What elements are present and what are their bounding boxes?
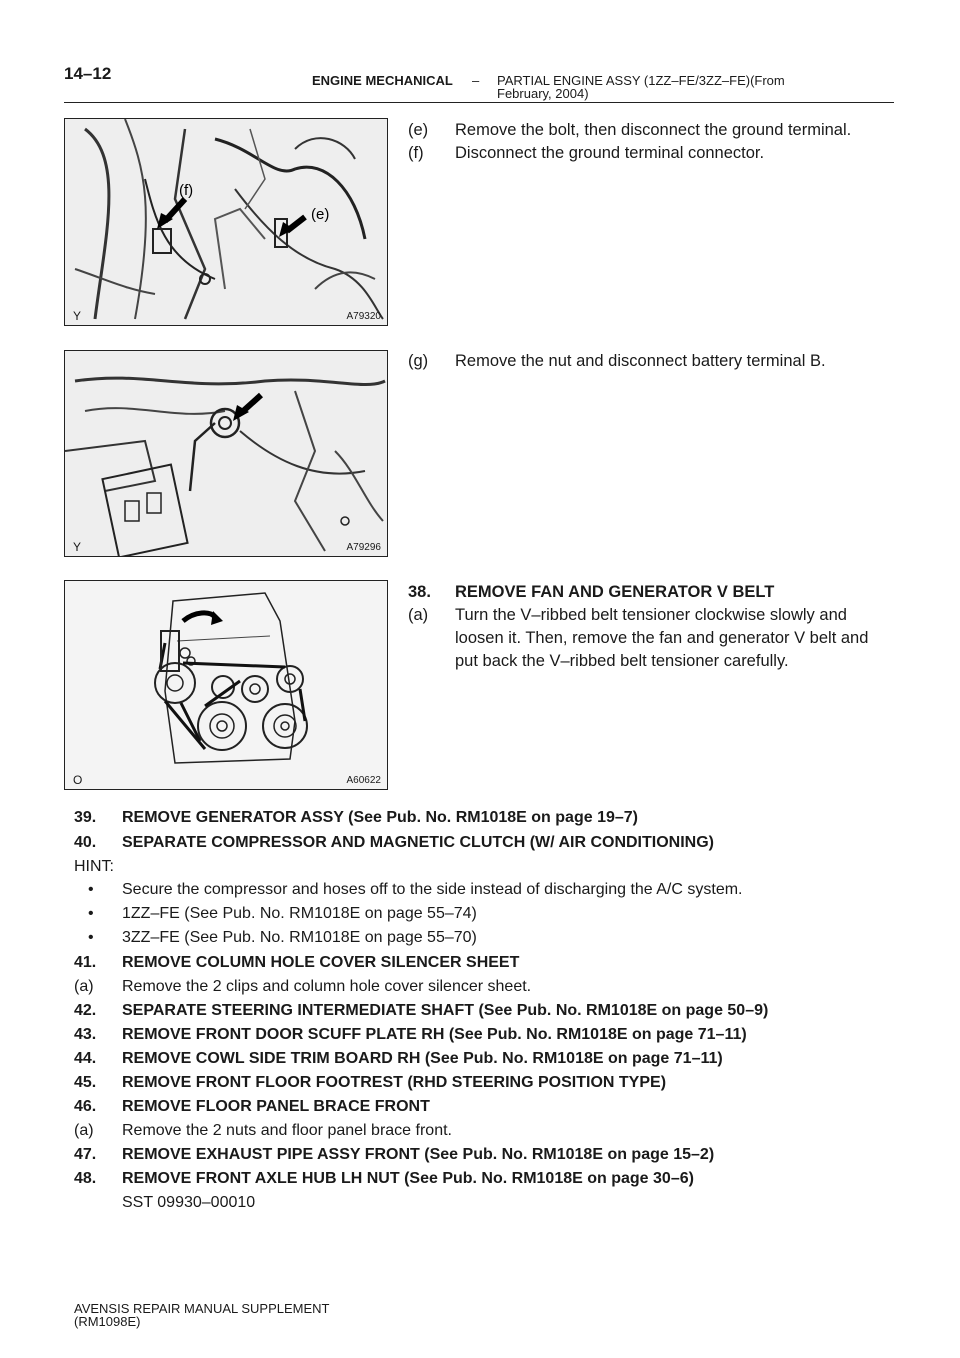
callout-e: (e) <box>311 206 330 223</box>
step-text: SEPARATE COMPRESSOR AND MAGNETIC CLUTCH (W/ AIR CONDITIONING) <box>122 834 714 851</box>
step-43 <box>74 1025 747 1045</box>
step-text: SEPARATE STEERING INTERMEDIATE SHAFT (See Pub. No. RM1018E on page 50–9) <box>122 1002 769 1019</box>
bullet-dot: • <box>88 905 94 922</box>
step-text: Remove the nut and disconnect battery terminal B. <box>455 352 826 370</box>
step-46a <box>74 1121 452 1141</box>
callout-f: (f) <box>179 182 194 199</box>
step-number: 47. <box>74 1146 97 1163</box>
step-text: Disconnect the ground terminal connector. <box>455 144 765 162</box>
bullet-dot: • <box>88 881 94 898</box>
figure-ground-terminal <box>64 118 388 326</box>
step-number: 39. <box>74 809 97 826</box>
header-rule <box>64 102 894 103</box>
footer-code: (RM1098E) <box>74 1314 141 1329</box>
step-number: 40. <box>74 834 97 851</box>
bullet-text: Secure the compressor and hoses off to the side instead of discharging the A/C system. <box>122 881 743 898</box>
belt-routing-illustration <box>65 581 388 790</box>
figure-code: A79296 <box>346 542 381 553</box>
bullet-item <box>88 905 477 923</box>
step-38a <box>408 605 898 626</box>
step-number: 45. <box>74 1074 97 1091</box>
step-text: Remove the 2 clips and column hole cover silencer sheet. <box>122 978 532 995</box>
step-46 <box>74 1097 430 1117</box>
header-subtitle-line2: February, 2004) <box>497 86 589 101</box>
step-number: 43. <box>74 1026 97 1043</box>
step-number: (e) <box>408 121 429 139</box>
header-subtitle-line1: PARTIAL ENGINE ASSY (1ZZ–FE/3ZZ–FE)(From <box>497 73 785 88</box>
step-number: 48. <box>74 1170 97 1187</box>
step-number: 38. <box>408 583 431 601</box>
figure-mark: Y <box>73 309 82 323</box>
step-number: (a) <box>408 606 429 624</box>
step-40 <box>74 833 714 853</box>
figure-battery-terminal <box>64 350 388 557</box>
bullet-text: 1ZZ–FE (See Pub. No. RM1018E on page 55–74) <box>122 905 477 922</box>
step-text: SST 09930–00010 <box>122 1194 256 1211</box>
step-38 <box>408 582 898 603</box>
step-42 <box>74 1001 768 1021</box>
generator-terminal-illustration <box>65 351 388 557</box>
figure-v-belt <box>64 580 388 790</box>
sst-line <box>122 1193 255 1213</box>
step-text: REMOVE EXHAUST PIPE ASSY FRONT (See Pub. No. RM1018E on page 15–2) <box>122 1146 715 1163</box>
step-48 <box>74 1169 694 1189</box>
bullet-text: 3ZZ–FE (See Pub. No. RM1018E on page 55–70) <box>122 929 477 946</box>
page-number: 14–12 <box>64 64 112 83</box>
step-text: put back the V–ribbed belt tensioner carefully. <box>455 652 789 670</box>
step-text: REMOVE FRONT AXLE HUB LH NUT (See Pub. No. RM1018E on page 30–6) <box>122 1170 694 1187</box>
step-number: (f) <box>408 144 424 162</box>
step-text: HINT: <box>74 858 114 875</box>
hint-label <box>74 857 114 877</box>
step-47 <box>74 1145 714 1165</box>
step-text: REMOVE FRONT FLOOR FOOTREST (RHD STEERING POSITION TYPE) <box>122 1074 667 1091</box>
figure-mark: Y <box>73 540 82 554</box>
step-e <box>408 120 898 141</box>
step-38a-line3 <box>408 651 898 672</box>
step-41 <box>74 953 519 973</box>
step-number: 41. <box>74 954 97 971</box>
step-text: REMOVE COWL SIDE TRIM BOARD RH (See Pub. No. RM1018E on page 71–11) <box>122 1050 723 1067</box>
section-title <box>312 74 453 88</box>
header-dash: – <box>472 73 480 88</box>
step-text: REMOVE FLOOR PANEL BRACE FRONT <box>122 1098 430 1115</box>
bullet-item <box>88 929 477 947</box>
step-44 <box>74 1049 723 1069</box>
step-text: loosen it. Then, remove the fan and generator V belt and <box>455 629 869 647</box>
footer-title: AVENSIS REPAIR MANUAL SUPPLEMENT <box>74 1301 330 1316</box>
step-text: Remove the bolt, then disconnect the ground terminal. <box>455 121 852 139</box>
step-45 <box>74 1073 666 1093</box>
figure-code: A79320 <box>346 311 381 322</box>
step-text: Turn the V–ribbed belt tensioner clockwise slowly and <box>455 606 847 624</box>
step-number: (a) <box>74 978 94 995</box>
bullet-dot: • <box>88 929 94 946</box>
step-text: REMOVE COLUMN HOLE COVER SILENCER SHEET <box>122 954 520 971</box>
step-number: 44. <box>74 1050 97 1067</box>
step-text: REMOVE GENERATOR ASSY (See Pub. No. RM1018E on page 19–7) <box>122 809 638 826</box>
step-number: (g) <box>408 352 429 370</box>
step-39 <box>74 808 638 828</box>
step-text: REMOVE FAN AND GENERATOR V BELT <box>455 583 775 601</box>
step-number: 42. <box>74 1002 97 1019</box>
step-f <box>408 143 898 164</box>
section-name: ENGINE MECHANICAL <box>312 73 453 88</box>
step-text: REMOVE FRONT DOOR SCUFF PLATE RH (See Pub. No. RM1018E on page 71–11) <box>122 1026 747 1043</box>
step-number: (a) <box>74 1122 94 1139</box>
step-38a-line2 <box>408 628 898 649</box>
step-g <box>408 351 898 372</box>
step-text: Remove the 2 nuts and floor panel brace front. <box>122 1122 452 1139</box>
engine-wiring-illustration <box>65 119 388 326</box>
step-41a <box>74 977 531 997</box>
bullet-item <box>88 881 743 899</box>
figure-mark: O <box>73 773 83 787</box>
figure-code: A60622 <box>346 775 381 786</box>
step-number: 46. <box>74 1098 97 1115</box>
